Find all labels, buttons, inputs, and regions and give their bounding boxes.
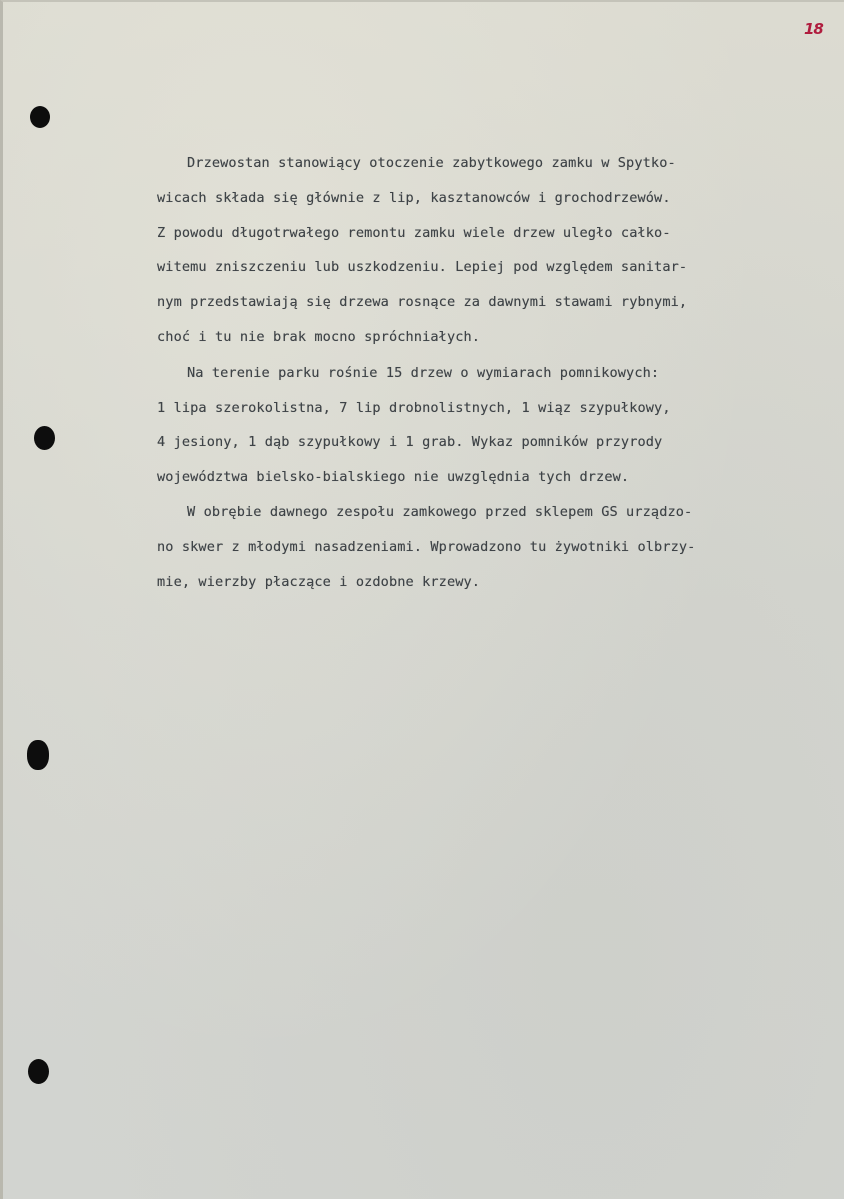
- text-line: W obrębie dawnego zespołu zamkowego przed sklepem GS urządzo-: [187, 504, 693, 520]
- punch-hole: [27, 740, 49, 770]
- punch-hole: [30, 106, 50, 128]
- text-line: choć i tu nie brak mocno spróchniałych.: [157, 329, 481, 345]
- text-line: mie, wierzby płaczące i ozdobne krzewy.: [157, 574, 481, 590]
- text-line: województwa bielsko-bialskiego nie uwzględnia tych drzew.: [157, 469, 630, 485]
- text-line: Drzewostan stanowiący otoczenie zabytkowego zamku w Spytko-: [187, 155, 676, 171]
- text-line: wicach składa się głównie z lip, kasztanowców i grochodrzewów.: [157, 190, 671, 206]
- text-line: no skwer z młodymi nasadzeniami. Wprowadzono tu żywotniki olbrzy-: [157, 539, 696, 555]
- punch-hole: [28, 1059, 49, 1084]
- text-line: 4 jesiony, 1 dąb szypułkowy i 1 grab. Wykaz pomników przyrody: [157, 434, 663, 450]
- text-line: 1 lipa szerokolistna, 7 lip drobnolistnych, 1 wiąz szypułkowy,: [157, 400, 671, 416]
- text-line: witemu zniszczeniu lub uszkodzeniu. Lepiej pod względem sanitar-: [157, 259, 688, 275]
- text-line: Z powodu długotrwałego remontu zamku wiele drzew uległo całko-: [157, 225, 671, 241]
- text-line: nym przedstawiają się drzewa rosnące za dawnymi stawami rybnymi,: [157, 294, 688, 310]
- punch-hole: [34, 426, 55, 450]
- page-number: 18: [804, 20, 823, 38]
- text-line: Na terenie parku rośnie 15 drzew o wymiarach pomnikowych:: [187, 365, 660, 381]
